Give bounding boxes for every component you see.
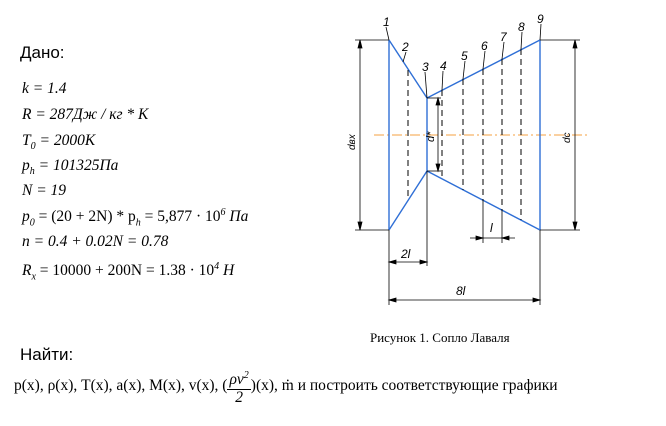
find-task-line bbox=[14, 367, 558, 406]
dimension-l-label: l bbox=[490, 221, 493, 235]
section-label-7: 7 bbox=[500, 30, 507, 44]
T0-sub: 0 bbox=[30, 141, 36, 153]
Rx-formula: = 10000 + 200N = 1.38 · 10 bbox=[35, 262, 215, 280]
p0-result: = 5,877 · 10 bbox=[140, 208, 221, 226]
p0-unit: Па bbox=[225, 208, 249, 226]
T0-value: = 2000K bbox=[35, 132, 96, 149]
p0-symbol: p bbox=[22, 208, 30, 226]
section-number-labels bbox=[383, 12, 544, 74]
p0-sub: 0 bbox=[29, 217, 35, 229]
ph-value: = 101325Па bbox=[34, 157, 119, 174]
section-label-9: 9 bbox=[537, 12, 544, 26]
dynamic-pressure-fraction bbox=[227, 367, 250, 406]
section-label-3: 3 bbox=[422, 60, 429, 74]
find-task-text: и построить соответствующие графики bbox=[293, 377, 558, 395]
find-heading: Найти: bbox=[20, 345, 74, 364]
Rx-sub: x bbox=[31, 271, 36, 283]
section-label-6: 6 bbox=[481, 39, 488, 53]
section-label-8: 8 bbox=[518, 20, 525, 34]
given-R: R = 287Дж / кг * К bbox=[22, 106, 149, 123]
T0-symbol: T bbox=[22, 132, 31, 149]
p0-formula-sub: h bbox=[135, 217, 141, 229]
given-n: n = 0.4 + 0.02N = 0.78 bbox=[22, 233, 169, 250]
section-label-2: 2 bbox=[402, 40, 409, 54]
dimension-8l-label: 8l bbox=[456, 284, 466, 298]
Rx-symbol: R bbox=[22, 262, 32, 280]
fraction-numerator: $\rho v^2$ bbox=[227, 367, 250, 390]
inlet-diameter-label: dвх bbox=[347, 134, 358, 150]
exit-diameter-label: dc bbox=[562, 132, 573, 143]
given-heading: Дано: bbox=[20, 43, 65, 62]
figure-caption: Рисунок 1. Сопло Лаваля bbox=[370, 330, 510, 345]
find-quantity-list: p(x), ρ(x), T(x), a(x), M(x), v(x), ( bbox=[14, 377, 228, 395]
given-k: k = 1.4 bbox=[22, 80, 67, 97]
fraction-denominator: 2 bbox=[235, 389, 243, 407]
Rx-exponent: 4 bbox=[214, 261, 220, 272]
ph-symbol: p bbox=[22, 157, 30, 174]
section-label-5: 5 bbox=[461, 49, 468, 63]
ph-sub: h bbox=[29, 166, 35, 178]
section-label-1: 1 bbox=[383, 15, 390, 29]
p0-formula: = (20 + 2N) * p bbox=[34, 208, 136, 226]
p0-exponent: 6 bbox=[220, 207, 226, 218]
throat-diameter-label: d* bbox=[425, 131, 437, 142]
find-quantity-list-end: )(x), ṁ bbox=[250, 377, 294, 395]
given-N: N = 19 bbox=[22, 182, 67, 199]
dimension-2l-label: 2l bbox=[401, 247, 411, 261]
section-label-4: 4 bbox=[440, 59, 447, 73]
Rx-unit: H bbox=[219, 262, 235, 280]
